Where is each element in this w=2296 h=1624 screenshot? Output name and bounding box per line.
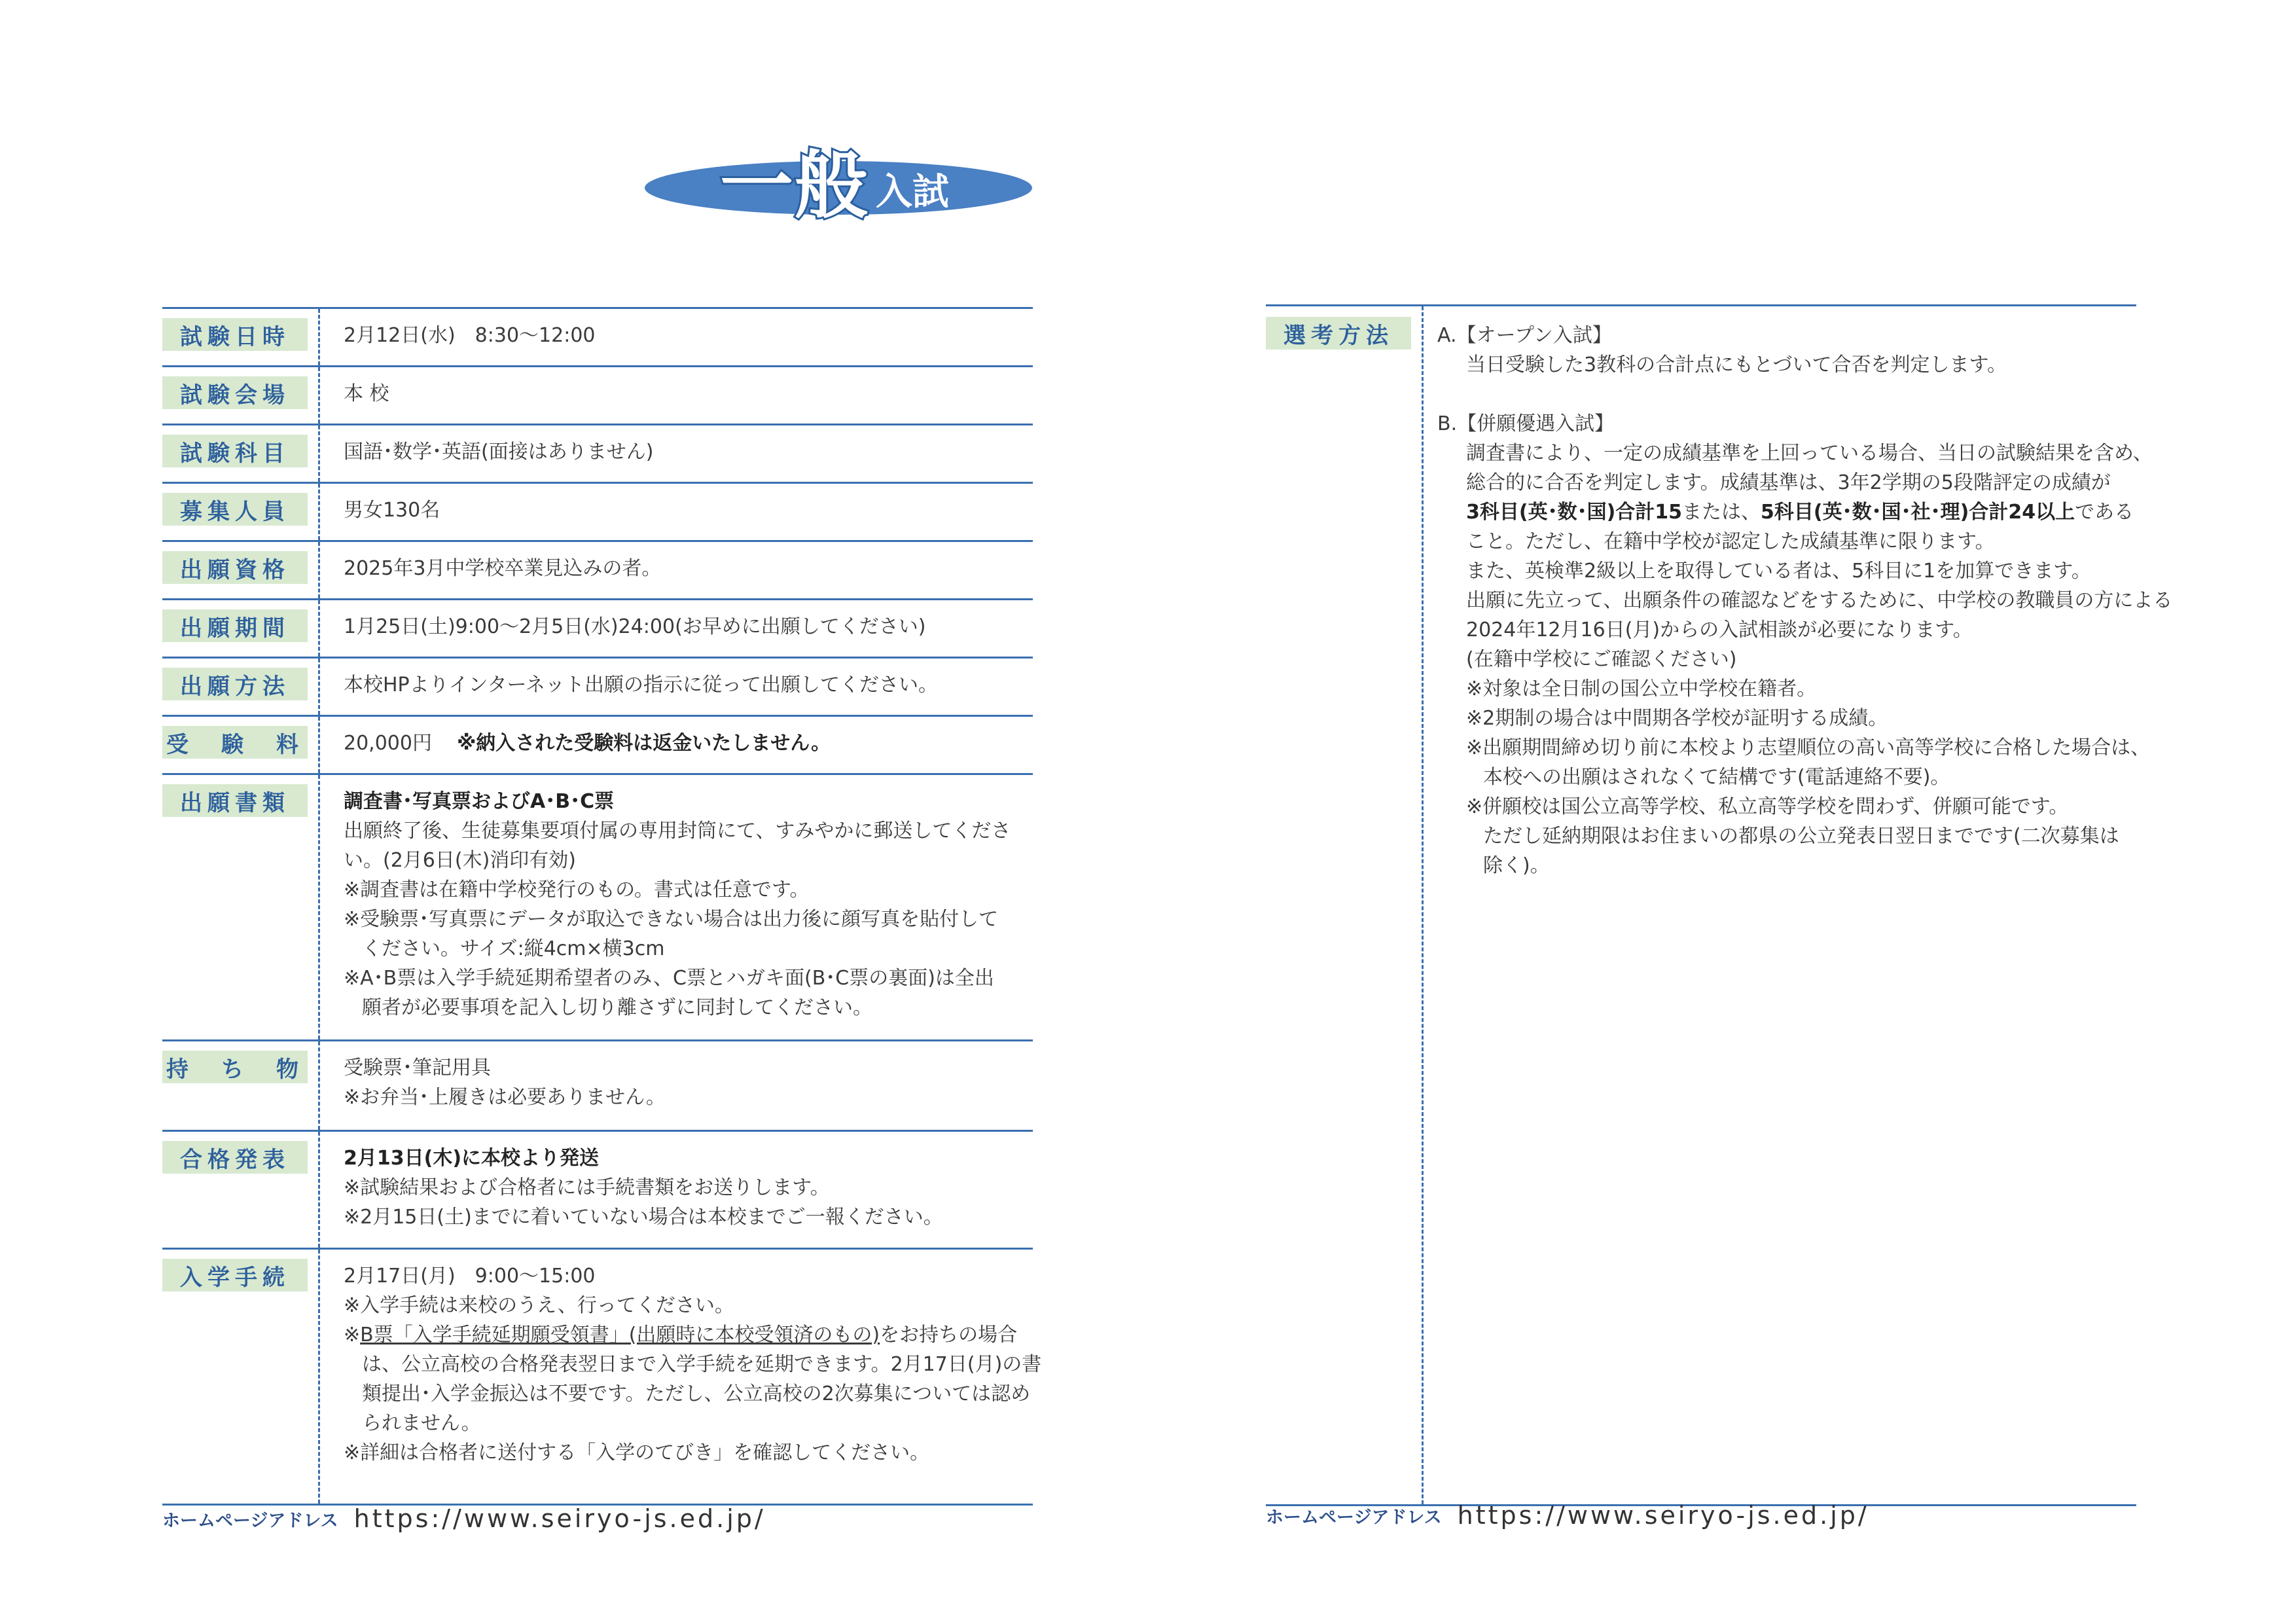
page-title <box>720 131 949 228</box>
label-belongings: 持 ち 物 <box>162 1051 308 1083</box>
documents-line: ください。サイズ:縦4cm×横3cm <box>362 937 665 960</box>
combined-note: 本校への出願はされなくて結構です(電話連絡不要)。 <box>1483 766 1950 789</box>
enrollment-b-slip: B票「入学手続延期願受領書」(出願時に本校受領済のもの) <box>360 1324 880 1346</box>
label-eligibility: 出願資格 <box>162 551 308 584</box>
exam-venue-value: 本 校 <box>344 382 389 405</box>
combined-exam-title: B.【併願優遇入試】 <box>1437 412 1615 435</box>
row-exam-date <box>162 309 1033 367</box>
label-application-period: 出願期間 <box>162 609 308 642</box>
selection-method-block <box>1266 304 2173 1506</box>
title-sub: 入試 <box>876 171 949 213</box>
criteria-three-subjects: 3科目(英･数･国)合計15 <box>1466 501 1683 524</box>
combined-note: ※出願期間締め切り前に本校より志望順位の高い高等学校に合格した場合は、 <box>1466 736 2151 759</box>
combined-line: 調査書により、一定の成績基準を上回っている場合、当日の試験結果を含め、 <box>1466 442 2153 465</box>
results-heading: 2月13日(木)に本校より発送 <box>344 1147 600 1170</box>
criteria-five-subjects: 5科目(英･数･国･社･理)合計24以上 <box>1761 501 2075 524</box>
combined-note: ただし延納期限はお住まいの都県の公立発表日翌日までです(二次募集は <box>1483 825 2119 848</box>
label-enrollment: 入学手続 <box>162 1259 308 1291</box>
label-exam-fee: 受 験 料 <box>162 726 308 759</box>
eligibility-value: 2025年3月中学校卒業見込みの者。 <box>344 557 662 580</box>
enrollment-mark: ※ <box>344 1324 361 1346</box>
documents-line: ※A･B票は入学手続延期希望者のみ、C票とハガキ面(B･C票の裏面)は全出 <box>344 967 994 990</box>
row-enrollment <box>162 1250 1042 1506</box>
label-exam-date: 試験日時 <box>162 318 308 351</box>
combined-note: 除く)。 <box>1483 854 1550 877</box>
combined-line: 総合的に合否を判定します。成績基準は、3年2学期の5段階評定の成績が <box>1466 471 2111 494</box>
label-selection-method: 選考方法 <box>1266 317 1411 350</box>
documents-line: 願者が必要事項を記入し切り離さずに同封してください。 <box>362 996 872 1019</box>
row-eligibility <box>162 542 1033 600</box>
homepage-url[interactable]: https://www.seiryo-js.ed.jp/ <box>1457 1501 1869 1530</box>
combined-note: ※対象は全日制の国公立中学校在籍者。 <box>1466 677 1817 700</box>
combined-line: また、英検準2級以上を取得している者は、5科目に1を加算できます。 <box>1466 560 2091 583</box>
documents-line: 出願終了後、生徒募集要項付属の専用封筒にて、すみやかに郵送してくださ <box>344 820 1011 842</box>
exam-info-table <box>162 307 1042 1506</box>
exam-date-value: 2月12日(水) 8:30〜12:00 <box>344 324 596 347</box>
enrollment-line: られません。 <box>362 1412 481 1435</box>
combined-line: こと。ただし、在籍中学校が認定した成績基準に限ります。 <box>1466 530 1995 553</box>
combined-line: 出願に先立って、出願条件の確認などをするために、中学校の教職員の方による <box>1466 589 2173 612</box>
results-line: ※2月15日(土)までに着いていない場合は本校までご一報ください。 <box>344 1206 943 1229</box>
enrollment-line: ※詳細は合格者に送付する「入学のてびき」を確認してください。 <box>344 1441 930 1464</box>
application-method-value: 本校HPよりインターネット出願の指示に従って出願してください。 <box>344 674 938 696</box>
homepage-url[interactable]: https://www.seiryo-js.ed.jp/ <box>353 1504 766 1533</box>
application-period-value: 1月25日(土)9:00〜2月5日(水)24:00(お早めに出願してください) <box>344 615 926 638</box>
results-line: ※試験結果および合格者には手続書類をお送りします。 <box>344 1176 830 1199</box>
enrollment-line: 類提出･入学金振込は不要です。ただし、公立高校の2次募集については認め <box>362 1382 1031 1405</box>
label-capacity: 募集人員 <box>162 493 308 526</box>
documents-line: い。(2月6日(木)消印有効) <box>344 849 576 872</box>
enrollment-line: ※入学手続は来校のうえ、行ってください。 <box>344 1294 734 1317</box>
combined-line: (在籍中学校にご確認ください) <box>1466 648 1737 671</box>
label-application-documents: 出願書類 <box>162 784 308 817</box>
title-main: 一般 <box>720 143 869 228</box>
row-application-documents <box>162 775 1033 1041</box>
exam-subjects-value: 国語･数学･英語(面接はありません) <box>344 441 654 463</box>
exam-fee-note: ※納入された受験料は返金いたしません。 <box>457 732 831 755</box>
row-exam-venue <box>162 367 1033 425</box>
open-exam-title: A.【オープン入試】 <box>1437 324 1612 347</box>
label-exam-venue: 試験会場 <box>162 376 308 409</box>
combined-line: 2024年12月16日(月)からの入試相談が必要になります。 <box>1466 619 1973 641</box>
enrollment-line-end: をお持ちの場合 <box>880 1324 1018 1346</box>
belongings-line: 受験票･筆記用具 <box>344 1056 491 1079</box>
belongings-line: ※お弁当･上履きは必要ありません。 <box>344 1086 666 1109</box>
row-capacity <box>162 484 1033 542</box>
label-results: 合格発表 <box>162 1141 308 1174</box>
combined-note: ※併願校は国公立高等学校、私立高等学校を問わず、併願可能です。 <box>1466 795 2069 818</box>
combined-note: ※2期制の場合は中間期各学校が証明する成績。 <box>1466 707 1888 730</box>
footer-right <box>1266 1501 1869 1530</box>
row-exam-subjects <box>162 425 1033 484</box>
criteria-end: である <box>2075 501 2134 524</box>
exam-fee-value: 20,000円 <box>344 732 432 755</box>
footer-label: ホームページアドレス <box>162 1510 338 1531</box>
criteria-or: または、 <box>1682 501 1761 524</box>
label-application-method: 出願方法 <box>162 668 308 700</box>
row-application-period <box>162 600 1033 659</box>
footer-label: ホームページアドレス <box>1266 1507 1442 1528</box>
row-application-method <box>162 659 1033 717</box>
documents-line: ※調査書は在籍中学校発行のもの。書式は任意です。 <box>344 878 810 901</box>
documents-heading: 調査書･写真票およびA･B･C票 <box>344 790 615 813</box>
documents-line: ※受験票･写真票にデータが取込できない場合は出力後に顔写真を貼付して <box>344 908 999 931</box>
row-belongings <box>162 1041 1033 1132</box>
enrollment-line: 2月17日(月) 9:00〜15:00 <box>344 1265 596 1288</box>
capacity-value: 男女130名 <box>344 499 440 522</box>
enrollment-line: は、公立高校の合格発表翌日まで入学手続を延期できます。2月17日(月)の書 <box>362 1353 1042 1376</box>
footer-left <box>162 1504 766 1533</box>
row-exam-fee <box>162 717 1033 775</box>
row-results <box>162 1132 1033 1250</box>
label-exam-subjects: 試験科目 <box>162 435 308 467</box>
open-exam-text: 当日受験した3教科の合計点にもとづいて合否を判定します。 <box>1466 353 2007 376</box>
